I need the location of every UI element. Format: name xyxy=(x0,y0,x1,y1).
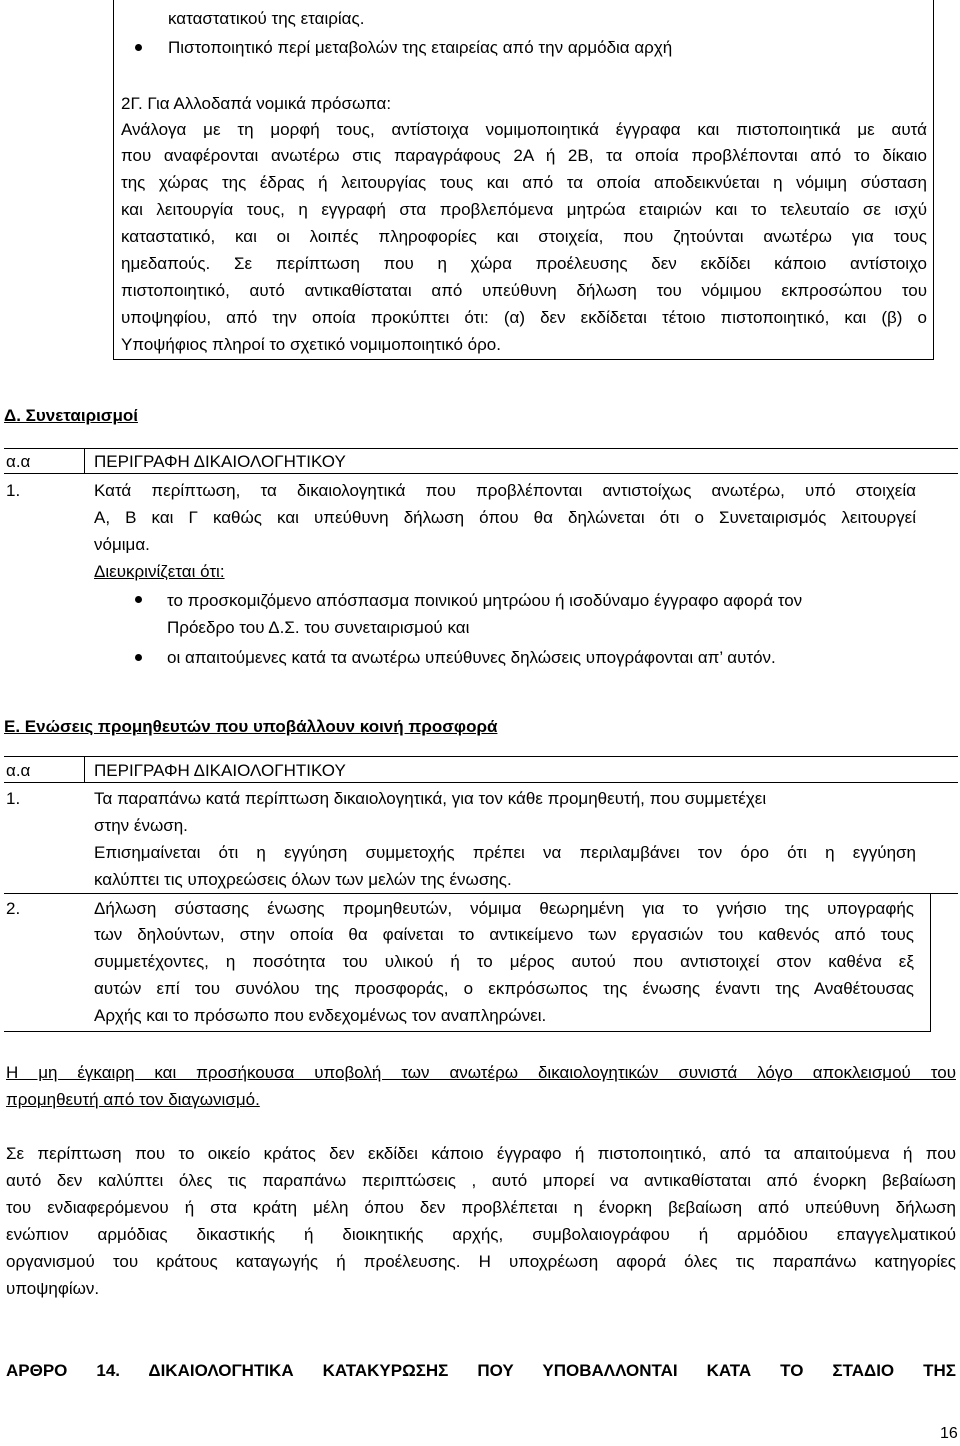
bullet-icon xyxy=(135,654,142,661)
row-line: στην ένωση. xyxy=(94,816,188,835)
table-rule xyxy=(4,1031,931,1032)
paragraph-line: Ανάλογα με τη μορφή τους, αντίστοιχα νομιμοποιητικά έγγραφα και πιστοποιητικά με αυτά xyxy=(121,120,927,139)
paragraph-line: οργανισμού του κράτους καταγωγής ή προέλευσης. Η υποχρέωση αφορά όλες τις παραπάνω κατηγορίες xyxy=(6,1252,956,1271)
section-e-title: Ε. Ενώσεις προμηθευτών που υποβάλλουν κοινή προσφορά xyxy=(4,717,498,736)
row-line: Κατά περίπτωση, τα δικαιολογητικά που προβλέπονται αντιστοίχως ανωτέρω, υπό στοιχεία xyxy=(94,481,916,500)
column-header-description: ΠΕΡΙΓΡΑΦΗ ΔΙΚΑΙΟΛΟΓΗΤΙΚΟΥ xyxy=(94,761,346,780)
table-rule xyxy=(4,756,958,757)
clarification-label: Διευκρινίζεται ότι: xyxy=(94,562,225,581)
paragraph-line: της χώρας της έδρας ή λειτουργίας τους και από τα οποία αποδεικνύεται η νόμιμη σύσταση xyxy=(121,173,927,192)
paragraph-line: υποψηφίων. xyxy=(6,1279,100,1298)
exclusion-note-line: Η μη έγκαιρη και προσήκουσα υποβολή των ανωτέρω δικαιολογητικών συνιστά λόγο αποκλεισμού του xyxy=(6,1063,956,1082)
row-number: 2. xyxy=(6,899,21,918)
paragraph-line: πιστοποιητικό, αυτό αντικαθίσταται από υπεύθυνη δήλωση του νόμιμου εκπροσώπου του xyxy=(121,281,927,300)
table-rule xyxy=(84,756,85,782)
row-line: συμμετέχοντες, η ποσότητα του υλικού ή το μέρος αυτού που αντιστοιχεί στον καθένα εξ xyxy=(94,952,914,971)
row-line: Επισημαίνεται ότι η εγγύηση συμμετοχής πρέπει να περιλαμβάνει τον όρο ότι η εγγύηση xyxy=(94,843,916,862)
paragraph-line: Σε περίπτωση που το οικείο κράτος δεν εκδίδει κάποιο έγγραφο ή πιστοποιητικό, από τα απαιτούμενα ή που xyxy=(6,1144,956,1163)
section-d-title: Δ. Συνεταιρισμοί xyxy=(4,406,138,425)
article-heading: ΑΡΘΡΟ 14. ΔΙΚΑΙΟΛΟΓΗΤΙΚΑ ΚΑΤΑΚΥΡΩΣΗΣ ΠΟΥ ΥΠΟΒΑΛΛΟΝΤΑΙ ΚΑΤΑ ΤΟ ΣΤΑΔΙΟ ΤΗΣ xyxy=(6,1361,956,1380)
row-number: 1. xyxy=(6,481,21,500)
table-rule xyxy=(4,893,958,894)
paragraph-line: υποψηφίου, από την οποία προκύπτει ότι: (α) δεν εκδίδεται τέτοιο πιστοποιητικό, και (β) ο xyxy=(121,308,927,327)
paragraph-line: που αναφέρονται ανωτέρω στις παραγράφους 2Α ή 2Β, τα οποία προβλέπονται από το δίκαιο xyxy=(121,146,927,165)
bullet-text: Πιστοποιητικό περί μεταβολών της εταιρείας από την αρμόδια αρχή xyxy=(168,38,673,57)
table-rule xyxy=(930,893,931,1031)
row-line: αυτών επί του συνόλου της προσφοράς, ο εκπρόσωπος της ένωσης έναντι της Αναθέτουσας xyxy=(94,979,914,998)
paragraph-line: του ενδιαφερόμενου ή στα κράτη μέλη όπου δεν προβλέπεται η ένορκη βεβαίωση από υπεύθυνη δήλωση xyxy=(6,1198,956,1217)
continuation-line: καταστατικού της εταιρίας. xyxy=(168,9,365,28)
page-number: 16 xyxy=(940,1425,958,1442)
paragraph-line: ημεδαπούς. Σε περίπτωση που η χώρα προέλευσης δεν εκδίδει κάποιο αντίστοιχο xyxy=(121,254,927,273)
bullet-text: το προσκομιζόμενο απόσπασμα ποινικού μητρώου ή ισοδύναμο έγγραφο αφορά τον xyxy=(167,591,803,610)
subsection-heading: 2Γ. Για Αλλοδαπά νομικά πρόσωπα: xyxy=(121,94,392,113)
table-rule xyxy=(84,448,85,473)
row-line: των δηλούντων, στην οποία θα φαίνεται το αντικείμενο των εργασιών του καθενός από τους xyxy=(94,925,914,944)
row-line: Α, Β και Γ καθώς και υπεύθυνη δήλωση όπου θα δηλώνεται ότι ο Συνεταιρισμός λειτουργεί xyxy=(94,508,916,527)
paragraph-line: Υποψήφιος πληροί το σχετικό νομιμοποιητικό όρο. xyxy=(121,335,501,354)
bullet-text: Πρόεδρο του Δ.Σ. του συνεταιρισμού και xyxy=(167,618,470,637)
column-header-aa: α.α xyxy=(6,452,31,471)
paragraph-line: αυτό δεν καλύπτει όλες τις παραπάνω περιπτώσεις , αυτό μπορεί να αντικαθίσταται από ένορκη βεβαίωση xyxy=(6,1171,956,1190)
row-number: 1. xyxy=(6,789,21,808)
exclusion-note-line: προμηθευτή από τον διαγωνισμό. xyxy=(6,1090,260,1109)
column-header-aa: α.α xyxy=(6,761,31,780)
bullet-icon xyxy=(135,44,142,51)
paragraph-line: ενώπιον αρμόδιας δικαστικής ή διοικητικής αρχής, συμβολαιογράφου ή αρμόδιου επαγγελματικού xyxy=(6,1225,956,1244)
row-line: καλύπτει τις υποχρεώσεις όλων των μελών της ένωσης. xyxy=(94,870,512,889)
row-line: Τα παραπάνω κατά περίπτωση δικαιολογητικά, για τον κάθε προμηθευτή, που συμμετέχει xyxy=(94,789,767,808)
row-line: Αρχής και το πρόσωπο που ενδεχομένως τον αναπληρώνει. xyxy=(94,1006,547,1025)
paragraph-line: και λειτουργία τους, η εγγραφή στα προβλεπόμενα μητρώα εταιριών και το τελευταίο σε ισχύ xyxy=(121,200,927,219)
row-line: Δήλωση σύστασης ένωσης προμηθευτών, νόμιμα θεωρημένη για το γνήσιο της υπογραφής xyxy=(94,899,914,918)
column-header-description: ΠΕΡΙΓΡΑΦΗ ΔΙΚΑΙΟΛΟΓΗΤΙΚΟΥ xyxy=(94,452,346,471)
bullet-text: οι απαιτούμενες κατά τα ανωτέρω υπεύθυνες δηλώσεις υπογράφονται απ’ αυτόν. xyxy=(167,648,776,667)
paragraph-line: καταστατικό, και οι λοιπές πληροφορίες και στοιχεία, που ζητούνται ανωτέρω για τους xyxy=(121,227,927,246)
bullet-icon xyxy=(135,596,142,603)
row-line: νόμιμα. xyxy=(94,535,150,554)
